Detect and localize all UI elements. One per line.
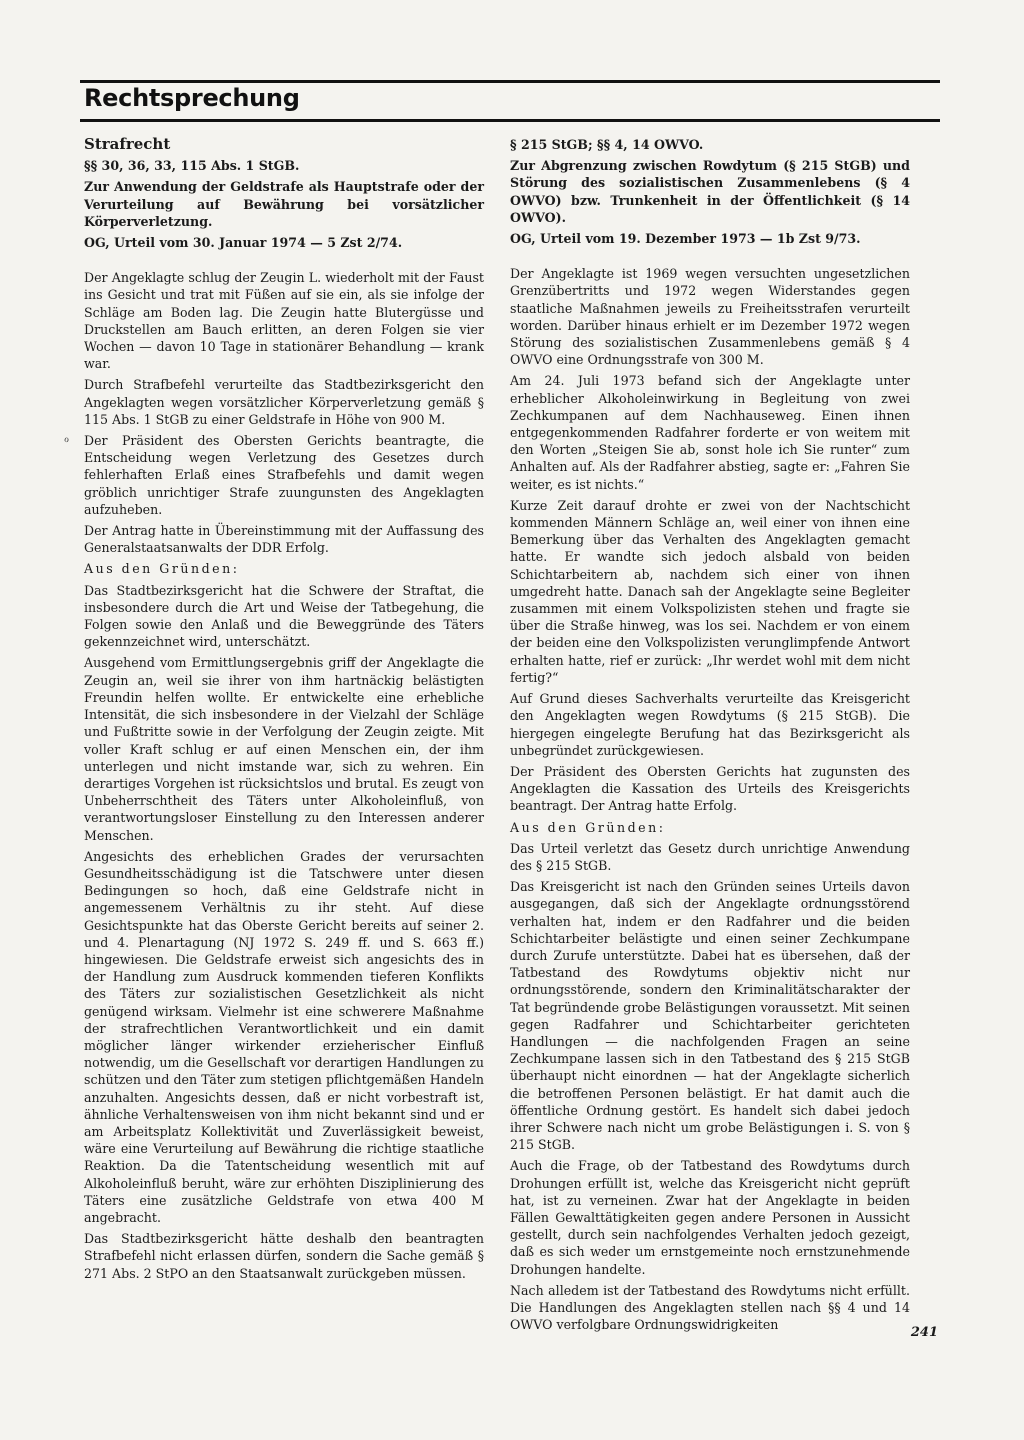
court-citation: OG, Urteil vom 30. Januar 1974 — 5 Zst 2/74. [84,235,403,251]
paragraph: Das Stadtbezirksgericht hätte deshalb den beantragten Strafbefehl nicht erlassen dürfen, sondern die Sache gemäß § 271 Abs. 2 StPO an den Staatsanwalt zurückgeben müssen. [84,1231,484,1281]
paragraph: Das Kreisgericht ist nach den Gründen seines Urteils davon ausgegangen, daß sich der Angeklagte ordnungsstörend verhalten hat, indem er den Radfahrer und die beiden Schichtarbeiter belästigte und einen seiner Zechkumpane durch Zurufe unterstützte. Dabei hat es übersehen, daß der Tatbestand des Rowdytums objektiv nicht nur ordnungsstörende, sondern den Kriminalitätscharakter der Tat begründende grobe Belästigungen voraussetzt. Mit seinen gegen Radfahrer und Schichtarbeiter gerichteten Handlungen — die nachfolgenden Fragen an seine Zechkumpane lassen sich in den Tatbestand des § 215 StGB überhaupt nicht einordnen — hat der Angeklagte sicherlich die betroffenen Personen belästigt. Er hat damit auch die öffentliche Ordnung gestört. Es handelt sich dabei jedoch ihrer Schwere nach nicht um grobe Belästigungen i. S. von § 215 StGB. [510,879,910,1153]
paragraph: Ausgehend vom Ermittlungsergebnis griff der Angeklagte die Zeugin an, weil sie ihrer von ihm hartnäckig belästigten Freundin helfen wollte. Er entwickelte eine erhebliche Intensität, die sich insbesondere in der Vielzahl der Schläge und Fußtritte sowie in der Verfolgung der Zeugin zeigte. Mit voller Kraft schlug er auf einen Menschen ein, der ihm unterlegen und nicht imstande war, sich zu wehren. Ein derartiges Vorgehen ist rücksichtslos und brutal. Es zeugt von Unbeherrschtheit des Täters unter Alkoholeinfluß, von verantwortungsloser Einstellung zu den Interessen anderer Menschen. [84,655,484,843]
section-header [80,80,940,122]
paragraph: Der Angeklagte ist 1969 wegen versuchten ungesetzlichen Grenzübertritts und 1972 wegen Widerstandes gegen staatliche Maßnahmen jeweils zu Freiheitsstrafen verurteilt worden. Darüber hinaus erhielt er im Dezember 1972 wegen Störung des sozialistischen Zusammenlebens gemäß § 4 OWVO eine Ordnungsstrafe von 300 M. [510,266,910,368]
headnote: Zur Abgrenzung zwischen Rowdytum (§ 215 StGB) und Störung des sozialistischen Zusammenlebens (§ 4 OWVO) bzw. Trunkenheit in der Öffentlichkeit (§ 14 OWVO). [510,158,910,225]
right-column [510,136,910,1337]
paragraph: Das Urteil verletzt das Gesetz durch unrichtige Anwendung des § 215 StGB. [510,840,910,873]
paragraph: Nach alledem ist der Tatbestand des Rowdytums nicht erfüllt. Die Handlungen des Angeklagten stellen nach §§ 4 und 14 OWVO verfolgbare Ordnungswidrigkeiten [510,1282,910,1333]
paragraph: Kurze Zeit darauf drohte er zwei von der Nachtschicht kommenden Männern Schläge an, weil einer von ihnen eine Bemerkung über das Verhalten des Angeklagten gemacht hatte. Er wandte sich jedoch alsbald von beiden Schichtarbeitern ab, nachdem sich einer von ihnen umgedreht hatte. Danach sah der Angeklagte seine Begleiter zusammen mit einem Volkspolizisten stehen und fragte sie über die Straße hinweg, was los sei. Nachdem er von einem der beiden eine den Volkspolizisten verunglimpfende Antwort erhalten hatte, rief er zurück: „Ihr werdet wohl mit dem nicht fertig?“ [510,497,910,685]
paragraph: Durch Strafbefehl verurteilte das Stadtbezirksgericht den Angeklagten wegen vorsätzlicher Körperverletzung gemäß § 115 Abs. 1 StGB zu einer Geldstrafe in Höhe von 900 M. [84,377,484,427]
reasons-heading: Aus den Gründen: [84,561,240,577]
paragraph: Angesichts des erheblichen Grades der verursachten Gesundheitsschädigung ist die Tatschwere unter diesen Bedingungen so hoch, daß eine Geldstrafe nicht in angemessenem Verhältnis zu ihr steht. Auf diese Gesichtspunkte hat das Oberste Gericht bereits auf seiner 2. und 4. Plenartagung (NJ 1972 S. 249 ff. und S. 663 ff.) hingewiesen. Die Geldstrafe erweist sich angesichts des in der Handlung zum Ausdruck kommenden tieferen Konflikts des Täters zur sozialistischen Gesetzlichkeit als nicht genügend wirksam. Vielmehr ist eine schwerere Maßnahme der strafrechtlichen Verantwortlichkeit und ein damit möglicher länger wirkender erzieherischer Einfluß notwendig, um die Gesellschaft vor derartigen Handlungen zu schützen und den Täter zum stetigen pflichtgemäßen Handeln anzuhalten. Angesichts dessen, daß er nicht vorbestraft ist, ähnliche Verhaltensweisen von ihm nicht bekannt sind und er am Arbeitsplatz Kollektivität und Zuverlässigkeit beweist, wäre eine Verurteilung auf Bewährung die richtige staatliche Reaktion. Da die Tatentscheidung wesentlich mit auf Alkoholeinfluß beruht, wäre zur erhöhten Disziplinierung des Täters eine zusätzliche Geldstrafe von etwa 400 M angebracht. [84,848,484,1225]
paragraph: Auf Grund dieses Sachverhalts verurteilte das Kreisgericht den Angeklagten wegen Rowdytums (§ 215 StGB). Die hiergegen eingelegte Berufung hat das Bezirksgericht als unbegründet zurückgewiesen. [510,691,910,758]
headnote: Zur Anwendung der Geldstrafe als Hauptstrafe oder der Verurteilung auf Bewährung bei vorsätzlicher Körperverletzung. [84,179,484,229]
paragraph: Der Präsident des Obersten Gerichts beantragte, die Entscheidung wegen Verletzung des Gesetzes durch fehlerhaften Erlaß eines Strafbefehls und damit wegen gröblich unrichtiger Strafe zuungunsten des Angeklagten aufzuheben. [84,433,484,517]
page-number: 241 [910,1325,938,1340]
paragraph: Auch die Frage, ob der Tatbestand des Rowdytums durch Drohungen erfüllt ist, welche das Kreisgericht nicht geprüft hat, ist zu verneinen. Zwar hat der Angeklagte in beiden Fällen Gewalttätigkeiten gegen andere Personen in Aussicht gestellt, durch sein nachfolgendes Verhalten jedoch gezeigt, daß es sich weder um ernstgemeinte noch ernstzunehmende Drohungen handelte. [510,1158,910,1277]
left-column [84,136,484,1286]
paragraph: Am 24. Juli 1973 befand sich der Angeklagte unter erheblicher Alkoholeinwirkung in Begleitung von zwei Zechkumpanen auf dem Nachhauseweg. Einen ihnen entgegenkommenden Radfahrer forderte er von weitem mit den Worten „Steigen Sie ab, sonst hole ich Sie runter“ zum Anhalten auf. Als der Radfahrer abstieg, sagte er: „Fahren Sie weiter, es ist nichts.“ [510,373,910,492]
law-reference: § 215 StGB; §§ 4, 14 OWVO. [510,137,704,152]
paragraph: Der Präsident des Obersten Gerichts hat zugunsten des Angeklagten die Kassation des Urteils des Kreisgerichts beantragt. Der Antrag hatte Erfolg. [510,763,910,814]
paragraph: Der Angeklagte schlug der Zeugin L. wiederholt mit der Faust ins Gesicht und trat mit Füßen auf sie ein, als sie infolge der Schläge am Boden lag. Die Zeugin hatte Blutergüsse und Druckstellen am Bauch erlitten, an deren Folgen sie vier Wochen — davon 10 Tage in stationärer Behandlung — krank war. [84,270,484,372]
reasons-heading: Aus den Gründen: [510,819,666,835]
page-title: Rechtsprechung [84,84,300,112]
court-citation: OG, Urteil vom 19. Dezember 1973 — 1b Zst 9/73. [510,231,861,247]
margin-mark: ℴ [64,432,70,445]
section-title: Strafrecht [84,135,171,153]
paragraph: Das Stadtbezirksgericht hat die Schwere der Straftat, die insbesondere durch die Art und Weise der Tatbegehung, die Folgen sowie den Anlaß und die Beweggründe des Täters gekennzeichnet wird, unterschätzt. [84,582,484,650]
paragraph: Der Antrag hatte in Übereinstimmung mit der Auffassung des Generalstaatsanwalts der DDR Erfolg. [84,523,484,556]
law-reference: §§ 30, 36, 33, 115 Abs. 1 StGB. [84,158,300,174]
